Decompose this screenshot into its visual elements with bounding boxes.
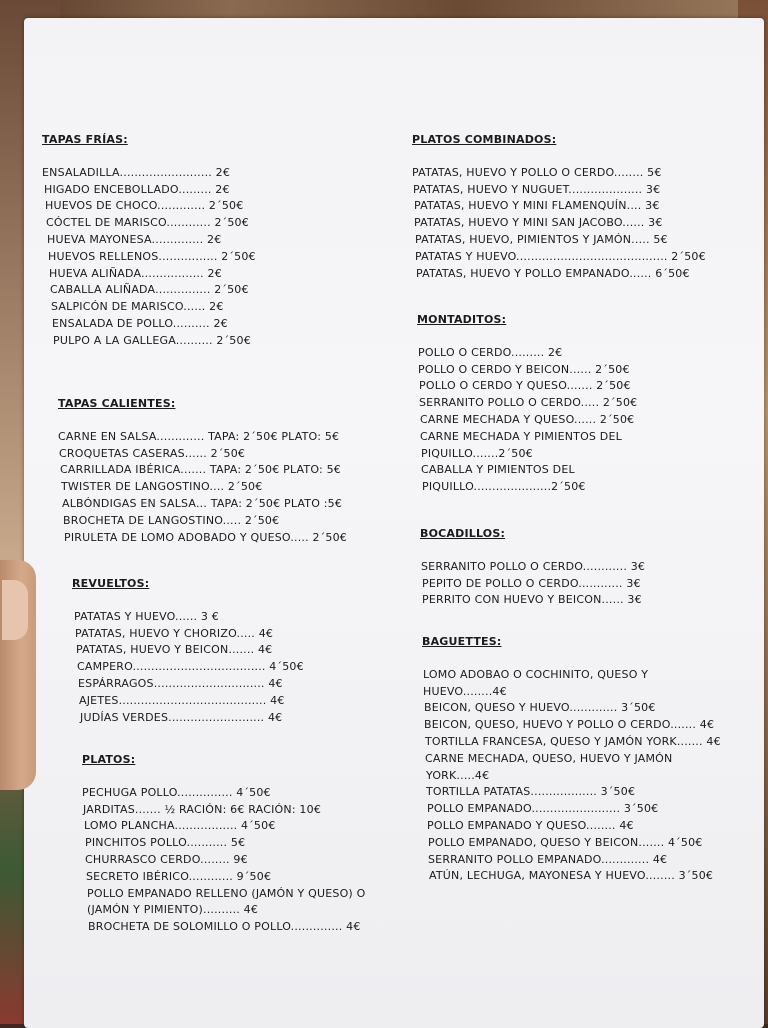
- menu-item: TORTILLA PATATAS.................. 3´50€: [426, 785, 636, 799]
- menu-item: JUDÍAS VERDES.......................... 4€: [80, 710, 283, 724]
- menu-item: POLLO EMPANADO RELLENO (JAMÓN Y QUESO) O: [87, 886, 366, 900]
- menu-item: CARNE EN SALSA............. TAPA: 2´50€ PLATO: 5€: [58, 429, 340, 443]
- menu-item: CÓCTEL DE MARISCO............ 2´50€: [46, 216, 249, 230]
- menu-item: BROCHETA DE LANGOSTINO..... 2´50€: [63, 513, 280, 527]
- menu-item: PATATAS, HUEVO Y MINI FLAMENQUÍN.... 3€: [414, 199, 660, 213]
- menu-item: POLLO O CERDO Y QUESO....... 2´50€: [419, 379, 631, 393]
- section-title: TAPAS CALIENTES:: [58, 397, 176, 410]
- menu-item: CARNE MECHADA Y QUESO...... 2´50€: [420, 412, 635, 426]
- menu-item: SALPICÓN DE MARISCO...... 2€: [51, 300, 224, 314]
- section-title: PLATOS:: [82, 753, 136, 766]
- menu-item: HUEVA MAYONESA.............. 2€: [47, 232, 222, 246]
- menu-item: ESPÁRRAGOS.............................. 4€: [78, 676, 283, 690]
- menu-item: PIRULETA DE LOMO ADOBADO Y QUESO..... 2´50€: [64, 530, 347, 544]
- menu-column-right: [412, 132, 706, 282]
- menu-item: YORK.....4€: [426, 768, 490, 782]
- menu-item: PATATAS, HUEVO Y CHORIZO..... 4€: [75, 626, 274, 640]
- menu-item: ALBÓNDIGAS EN SALSA... TAPA: 2´50€ PLATO :5€: [62, 496, 343, 510]
- menu-item: CARNE MECHADA, QUESO, HUEVO Y JAMÓN: [425, 751, 673, 765]
- menu-item: ENSALADILLA......................... 2€: [42, 165, 231, 179]
- menu-item: ATÚN, LECHUGA, MAYONESA Y HUEVO........ 3´50€: [429, 869, 714, 883]
- menu-item: HUEVA ALIÑADA................. 2€: [49, 266, 222, 280]
- menu-item: PERRITO CON HUEVO Y BEICON...... 3€: [422, 593, 642, 607]
- menu-item: BEICON, QUESO Y HUEVO............. 3´50€: [424, 701, 656, 715]
- menu-item: POLLO EMPANADO, QUESO Y BEICON....... 4´50€: [428, 835, 703, 849]
- section-title: MONTADITOS:: [417, 313, 507, 326]
- section-platos: [82, 752, 365, 936]
- menu-item: CABALLA Y PIMIENTOS DEL: [421, 463, 575, 477]
- menu-item: TWISTER DE LANGOSTINO.... 2´50€: [61, 480, 263, 494]
- menu-item: CARRILLADA IBÉRICA....... TAPA: 2´50€ PLATO: 5€: [60, 463, 341, 477]
- menu-column-left: [42, 132, 256, 350]
- menu-item: SERRANITO POLLO O CERDO............ 3€: [421, 559, 646, 573]
- menu-item: HUEVOS RELLENOS................ 2´50€: [48, 249, 256, 263]
- section-platos-combinados: [412, 132, 706, 282]
- menu-item: PATATAS, HUEVO Y BEICON....... 4€: [76, 643, 273, 657]
- menu-item: LOMO ADOBAO O COCHINITO, QUESO Y: [423, 667, 649, 681]
- menu-item: LOMO PLANCHA................. 4´50€: [84, 819, 276, 833]
- menu-item: SERRANITO POLLO O CERDO..... 2´50€: [419, 396, 638, 410]
- menu-column-right-4: [422, 634, 721, 885]
- menu-item: SERRANITO POLLO EMPANADO............. 4€: [428, 852, 668, 866]
- section-title: TAPAS FRÍAS:: [42, 133, 128, 146]
- section-tapas-frias: [42, 132, 256, 350]
- menu-item: CARNE MECHADA Y PIMIENTOS DEL: [420, 429, 622, 443]
- menu-item: (JAMÓN Y PIMIENTO).......... 4€: [87, 903, 259, 917]
- menu-column-right-2: [417, 312, 637, 496]
- menu-item: AJETES........................................ 4€: [79, 693, 285, 707]
- menu-item: PATATAS, HUEVO Y POLLO O CERDO........ 5€: [412, 165, 662, 179]
- menu-item: HUEVOS DE CHOCO............. 2´50€: [45, 199, 244, 213]
- menu-item: PEPITO DE POLLO O CERDO............ 3€: [422, 576, 641, 590]
- section-tapas-calientes: [58, 396, 347, 546]
- menu-item: HIGADO ENCEBOLLADO......... 2€: [44, 182, 230, 196]
- menu-item: POLLO O CERDO......... 2€: [418, 345, 563, 359]
- section-montaditos: [417, 312, 637, 496]
- menu-item: PATATAS Y HUEVO...... 3 €: [74, 609, 220, 623]
- menu-item: PATATAS, HUEVO Y MINI SAN JACOBO...... 3€: [414, 216, 663, 230]
- menu-item: PIQUILLO.....................2´50€: [422, 480, 586, 494]
- menu-item: CROQUETAS CASERAS...... 2´50€: [59, 446, 246, 460]
- menu-item: CABALLA ALIÑADA............... 2´50€: [50, 283, 249, 297]
- menu-item: PATATAS, HUEVO, PIMIENTOS Y JAMÓN..... 5€: [415, 232, 668, 246]
- section-title: BAGUETTES:: [422, 635, 502, 648]
- section-bocadillos: [420, 526, 645, 609]
- menu-item: CHURRASCO CERDO........ 9€: [85, 852, 248, 866]
- menu-item: PINCHITOS POLLO........... 5€: [85, 836, 246, 850]
- section-title: PLATOS COMBINADOS:: [412, 133, 557, 146]
- section-revueltos: [72, 576, 304, 726]
- menu-item: PATATAS, HUEVO Y NUGUET.................... 3€: [413, 182, 661, 196]
- section-title: REVUELTOS:: [72, 577, 150, 590]
- thumb-nail: [2, 580, 28, 640]
- section-baguettes: [422, 634, 721, 885]
- menu-item: PULPO A LA GALLEGA.......... 2´50€: [53, 333, 251, 347]
- menu-column-left-3: [72, 576, 304, 726]
- section-title: BOCADILLOS:: [420, 527, 506, 540]
- menu-column-left-2: [58, 396, 347, 546]
- menu-item: PIQUILLO.......2´50€: [421, 446, 533, 460]
- menu-item: POLLO EMPANADO........................ 3´50€: [427, 802, 659, 816]
- menu-column-left-4: [82, 752, 365, 936]
- menu-item: BEICON, QUESO, HUEVO Y POLLO O CERDO....... 4€: [424, 718, 715, 732]
- menu-item: JARDITAS....... ½ RACIÓN: 6€ RACIÓN: 10€: [83, 802, 322, 816]
- menu-item: CAMPERO.................................... 4´50€: [77, 660, 304, 674]
- menu-item: POLLO EMPANADO Y QUESO........ 4€: [427, 818, 634, 832]
- menu-item: ENSALADA DE POLLO.......... 2€: [52, 316, 228, 330]
- menu-item: HUEVO........4€: [423, 684, 507, 698]
- menu-item: PATATAS Y HUEVO......................................... 2´50€: [415, 249, 706, 263]
- menu-column-right-3: [420, 526, 645, 609]
- menu-item: PECHUGA POLLO............... 4´50€: [82, 785, 271, 799]
- menu-item: BROCHETA DE SOLOMILLO O POLLO.............. 4€: [88, 920, 361, 934]
- menu-item: PATATAS, HUEVO Y POLLO EMPANADO...... 6´50€: [416, 266, 690, 280]
- menu-item: SECRETO IBÉRICO............ 9´50€: [86, 869, 272, 883]
- menu-item: TORTILLA FRANCESA, QUESO Y JAMÓN YORK....... 4€: [425, 734, 721, 748]
- menu-item: POLLO O CERDO Y BEICON...... 2´50€: [418, 362, 630, 376]
